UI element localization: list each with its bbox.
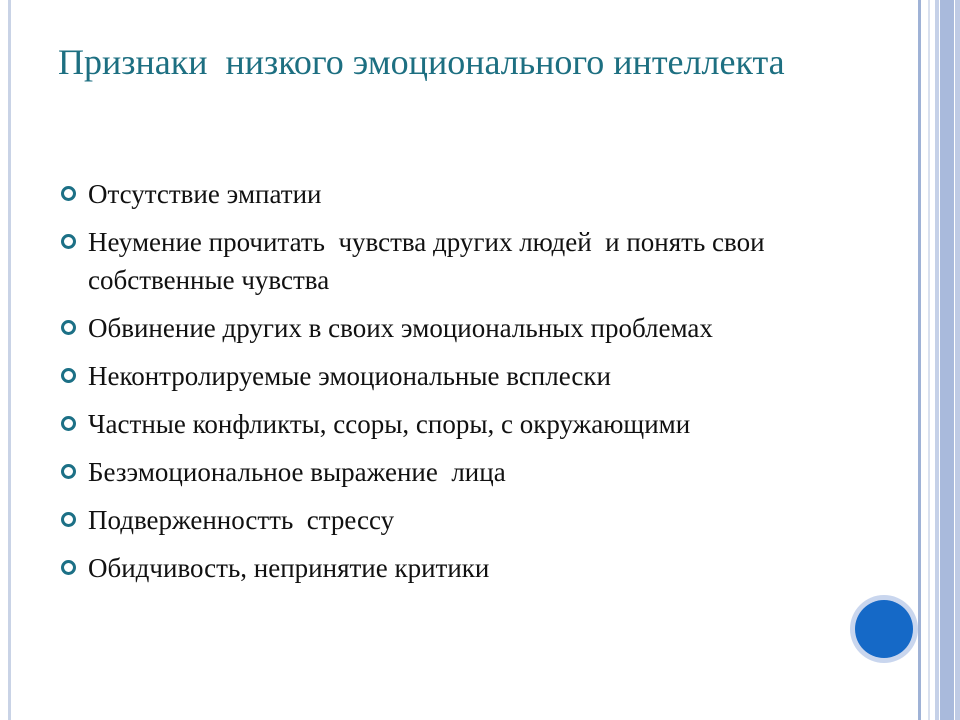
right-decorative-stripes: [918, 0, 960, 720]
ring-bullet-icon: [61, 234, 76, 249]
bullet-item: [58, 309, 838, 347]
bullet-text: Неконтролируемые эмоциональные всплески: [88, 361, 611, 391]
ring-bullet-icon: [61, 186, 76, 201]
slide-title: Признаки низкого эмоционального интеллекта: [58, 42, 785, 82]
bullet-item: [58, 501, 838, 539]
ring-bullet-icon: [61, 464, 76, 479]
stripe: [955, 0, 960, 720]
blue-circle-icon: [855, 600, 913, 658]
bullet-text: Безэмоциональное выражение лица: [88, 457, 506, 487]
ring-bullet-icon: [61, 560, 76, 575]
bullet-item: [58, 549, 838, 587]
bullet-text: Подверженностть стрессу: [88, 505, 395, 535]
bullet-text: Неумение прочитать чувства других людей и понять свои собственные чувства: [88, 227, 772, 295]
stripe: [918, 0, 921, 720]
bullet-item: [58, 357, 838, 395]
bullet-text: Частные конфликты, ссоры, споры, с окружающими: [88, 409, 691, 439]
ring-bullet-icon: [61, 512, 76, 527]
ring-bullet-icon: [61, 368, 76, 383]
stripe: [928, 0, 930, 720]
ring-bullet-icon: [61, 320, 76, 335]
left-border-line: [8, 0, 11, 720]
ring-bullet-icon: [61, 416, 76, 431]
bullet-item: [58, 405, 838, 443]
bullet-text: Обвинение других в своих эмоциональных проблемах: [88, 313, 713, 343]
bullet-text: Отсутствие эмпатии: [88, 179, 322, 209]
bullet-item: [58, 223, 838, 299]
stripe: [940, 0, 954, 720]
bullet-list: [58, 175, 838, 597]
bullet-item: [58, 453, 838, 491]
stripe: [935, 0, 939, 720]
bullet-text: Обидчивость, непринятие критики: [88, 553, 490, 583]
bullet-item: [58, 175, 838, 213]
